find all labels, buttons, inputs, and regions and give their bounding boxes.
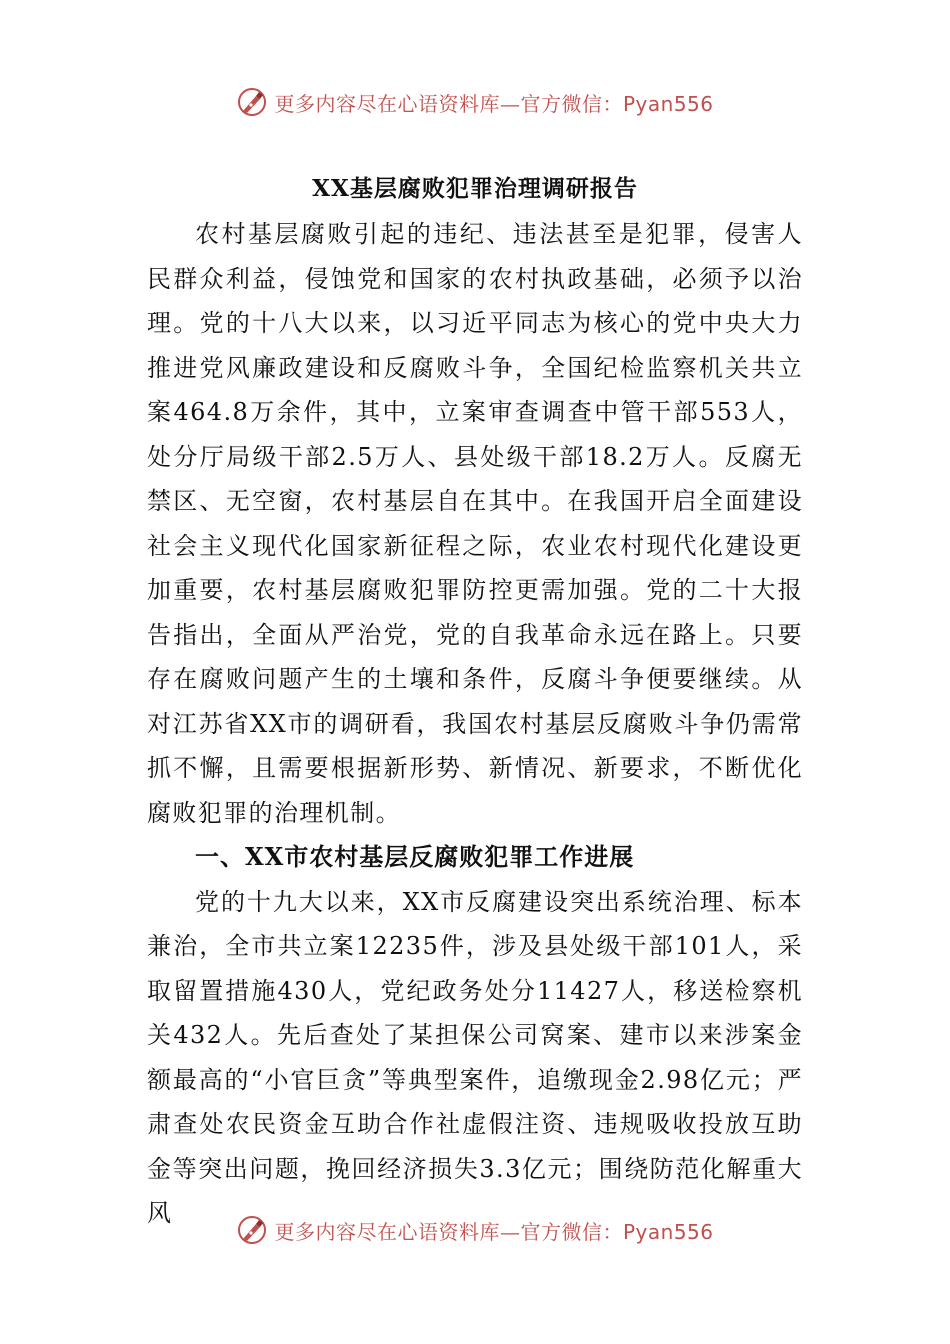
document-body — [147, 212, 803, 1236]
pen-nib-icon — [236, 1214, 268, 1246]
watermark-footer — [0, 1210, 950, 1250]
pen-nib-icon — [236, 86, 268, 118]
watermark-text: 更多内容尽在心语资料库—官方微信：Pyan556 — [274, 91, 714, 116]
wechat-id: Pyan556 — [622, 91, 714, 116]
watermark-text: 更多内容尽在心语资料库—官方微信：Pyan556 — [274, 1219, 714, 1244]
document-title: XX基层腐败犯罪治理调研报告 — [312, 175, 638, 202]
body-paragraph-1: 农村基层腐败引起的违纪、违法甚至是犯罪，侵害人民群众利益，侵蚀党和国家的农村执政基础，必须予以治理。党的十八大以来，以习近平同志为核心的党中央大力推进党风廉政建设和反腐败斗争，全国纪检监察机关共立案464.8万余件，其中，立案审查调查中管干部553人，处分厅局级干部2.5万人、县处级干部18.2万人。反腐无禁区、无空窗，农村基层自在其中。在我国开启全面建设社会主义现代化国家新征程之际，农业农村现代化建设更加重要，农村基层腐败犯罪防控更需加强。党的二十大报告指出，全面从严治党，党的自我革命永远在路上。只要存在腐败问题产生的土壤和条件，反腐斗争便要继续。从对江苏省XX市的调研看，我国农村基层反腐败斗争仍需常抓不懈，且需要根据新形势、新情况、新要求，不断优化腐败犯罪的治理机制。 — [147, 220, 803, 827]
wechat-id: Pyan556 — [622, 1219, 714, 1244]
watermark-header — [0, 82, 950, 122]
body-paragraph-2: 党的十九大以来，XX市反腐建设突出系统治理、标本兼治，全市共立案12235件，涉及县处级干部101人，采取留置措施430人，党纪政务处分11427人，移送检察机关432人。先后查处了某担保公司窝案、建市以来涉案金额最高的“小官巨贪”等典型案件，追缴现金2.98亿元；严肃查处农民资金互助合作社虚假注资、违规吸收投放互助金等突出问题，挽回经济损失3.3亿元；围绕防范化解重大风 — [147, 887, 803, 1227]
section-heading-1: 一、XX市农村基层反腐败犯罪工作进展 — [195, 842, 635, 871]
